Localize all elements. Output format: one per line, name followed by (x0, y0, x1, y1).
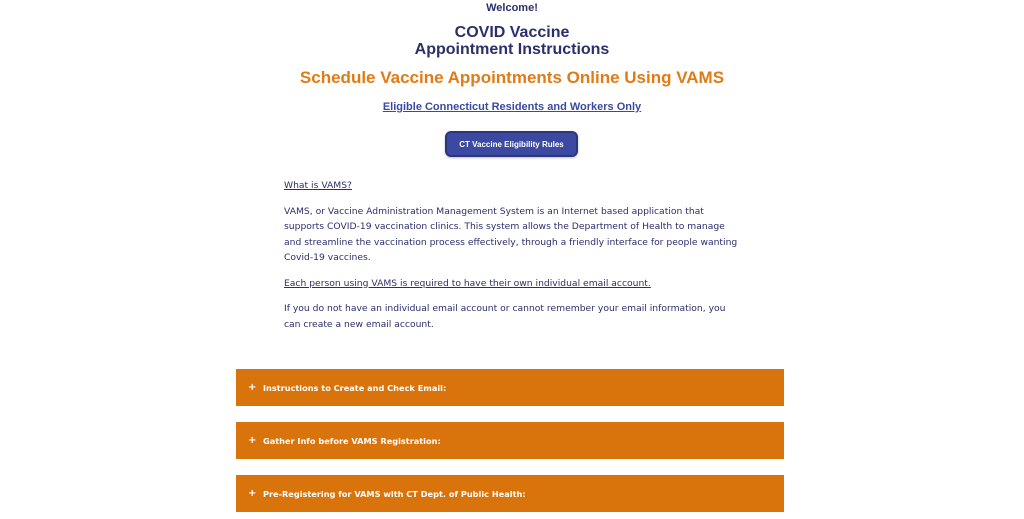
accordion-create-email[interactable] (236, 369, 784, 406)
page-subtitle: Schedule Vaccine Appointments Online Using VAMS (299, 68, 725, 87)
welcome-text: Welcome! (486, 2, 538, 14)
vams-description: VAMS, or Vaccine Administration Management System is an Internet based application that supports COVID-19 vaccination clinics. This system allows the Department of Health to manage and streamline the vaccination process effectively, through a friendly interface for people wanting Covid-19 vaccines. (284, 205, 738, 263)
accordion-label: Gather Info before VAMS Registration: (263, 435, 441, 446)
eligible-residents-link[interactable]: Eligible Connecticut Residents and Workers Only (382, 101, 642, 113)
page-title (0, 24, 1024, 58)
plus-icon: + (248, 435, 257, 446)
plus-icon: + (248, 382, 257, 393)
accordion-gather-info[interactable] (236, 422, 784, 459)
vams-heading: What is VAMS? (284, 180, 352, 191)
accordion-label: Instructions to Create and Check Email: (263, 382, 447, 393)
eligible-link-container (0, 101, 1024, 113)
page-title-line2: Appointment Instructions (414, 41, 610, 58)
vams-info-section (284, 178, 744, 342)
eligibility-rules-button[interactable]: CT Vaccine Eligibility Rules (445, 131, 578, 157)
email-requirement-text: Each person using VAMS is required to have their own individual email account. (284, 277, 651, 289)
email-help-text: If you do not have an individual email account or cannot remember your email information, you can create a new email account. (284, 303, 726, 330)
accordion-label: Pre-Registering for VAMS with CT Dept. of Public Health: (263, 488, 526, 499)
plus-icon: + (248, 488, 257, 499)
page-title-line1: COVID Vaccine (454, 24, 570, 41)
accordion-pre-register[interactable] (236, 475, 784, 512)
